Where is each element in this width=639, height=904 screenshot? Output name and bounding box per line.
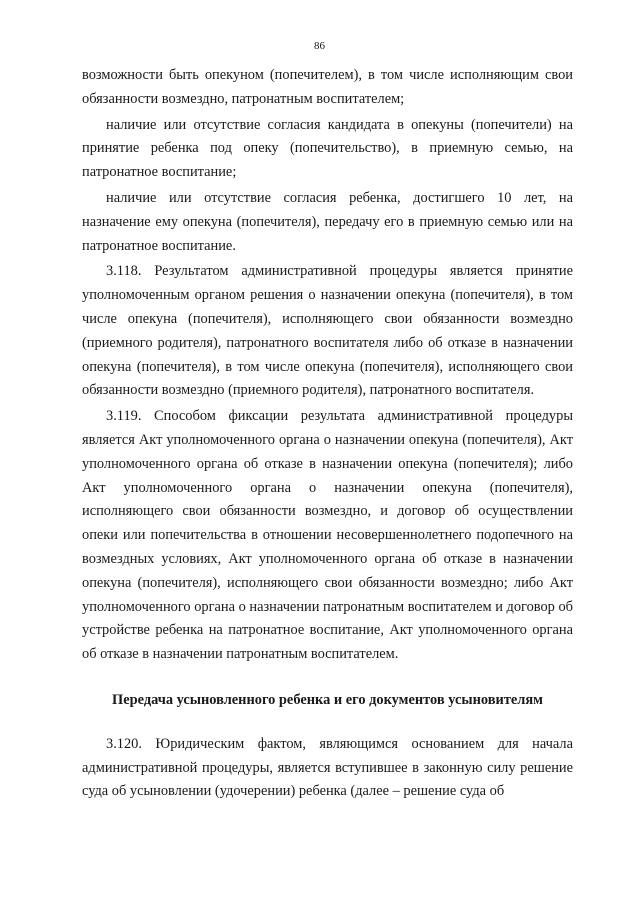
paragraph-3-119: 3.119. Способом фиксации результата административной процедуры является Акт уполномоченного органа о назначении опекуна (попечителя), Акт уполномоченного органа об отказе в назначении опекуна (попечителя); либо Акт уполномоченного органа о назначении опекуна (попечителя), исполняющего свои обязанности возмездно, и договор об осуществлении опеки или попечительства в отношении несовершеннолетнего подопечного на возмездных условиях, Акт уполномоченного органа об отказе в назначении опекуна (попечителя), исполняющего свои обязанности возмездно; либо Акт уполномоченного органа о назначении патронатным воспитателем и договор об устройстве ребенка на патронатное воспитание, Акт уполномоченного органа об отказе в назначении патронатным воспитателем. [82,408,573,663]
section-heading: Передача усыновленного ребенка и его документов усыновителям [112,691,543,708]
paragraph-continuation: возможности быть опекуном (попечителем), в том числе исполняющим свои обязанности возмездно, патронатным воспитателем; [82,67,573,107]
paragraph-3-120: 3.120. Юридическим фактом, являющимся основанием для начала административной процедуры, является вступившее в законную силу решение суда об усыновлении (удочерении) ребенка (далее – решение суда об [82,735,573,800]
paragraph-candidate-consent: наличие или отсутствие согласия кандидата в опекуны (попечители) на принятие ребенка под опеку (попечительство), в приемную семью, на патронатное воспитание; [82,116,573,181]
document-body [82,64,573,806]
page-number: 86 [314,40,325,52]
paragraph-3-118: 3.118. Результатом административной процедуры является принятие уполномоченным органом решения о назначении опекуна (попечителя), в том числе опекуна (попечителя), исполняющего свои обязанности возмездно (приемного родителя), патронатного воспитателя либо об отказе в назначении опекуна (попечителя), в том числе опекуна (попечителя), исполняющего свои обязанности возмездно (приемного родителя), патронатного воспитателя. [82,263,573,399]
paragraph-child-consent: наличие или отсутствие согласия ребенка, достигшего 10 лет, на назначение ему опекуна (попечителя), передачу его в приемную семью или на патронатное воспитание. [82,189,573,254]
